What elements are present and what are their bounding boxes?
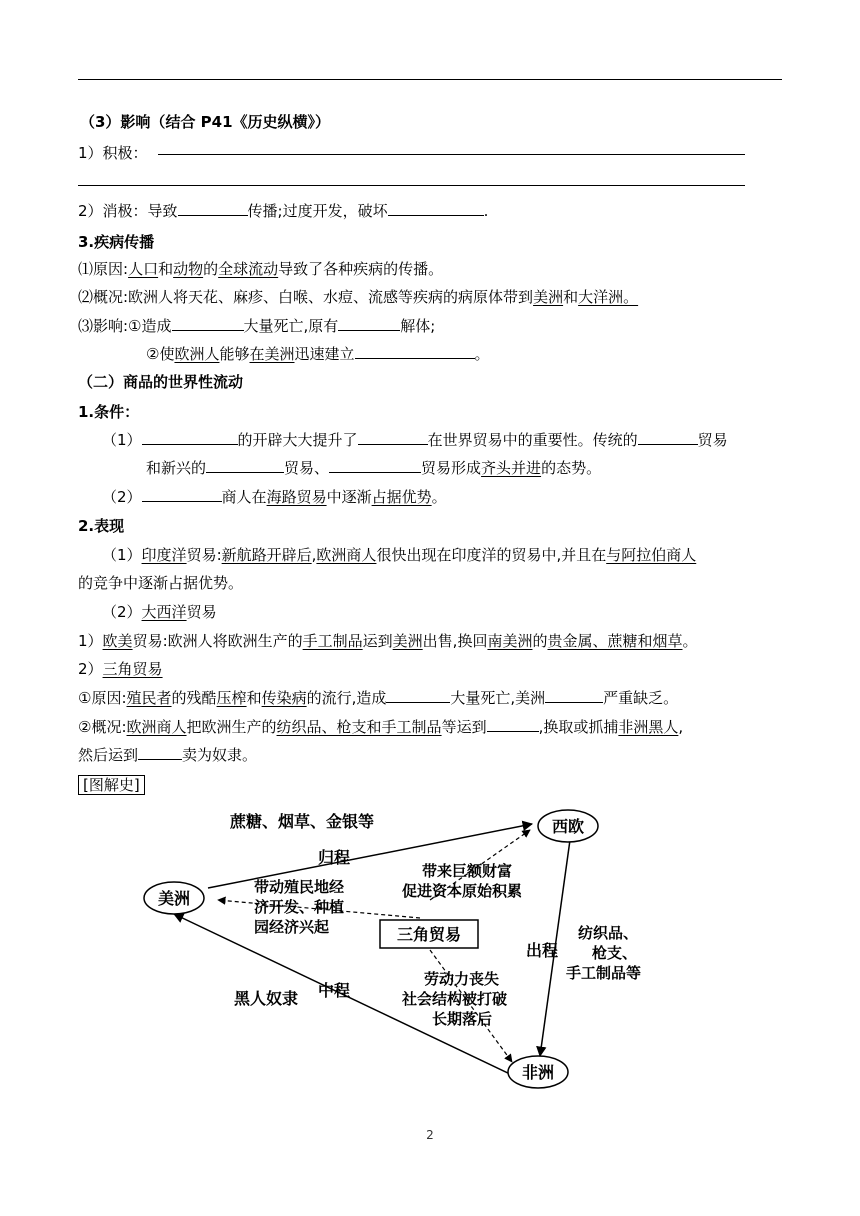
middle-label: 中程 [318,981,351,1000]
diagram-heading: [图解史] [78,775,145,795]
node-africa-label: 非洲 [521,1063,555,1082]
fill-blank [206,458,284,473]
slaves-label: 黑人奴隶 [234,989,299,1008]
fill-blank [138,745,182,760]
americas-effect-3: 园经济兴起 [254,918,330,936]
center-box-label: 三角贸易 [396,925,462,944]
disease-cause: ⑴原因:人口和动物的全球流动导致了各种疾病的传播。 [78,260,444,278]
page-number: 2 [426,1128,434,1142]
node-americas-label: 美洲 [157,889,191,908]
disease-overview: ⑵概况:欧洲人将天花、麻疹、白喉、水痘、流感等疾病的病原体带到美洲和大洋洲。 [78,288,639,306]
triangle-trade-title: 2）三角贸易 [78,660,163,678]
fill-blank [338,316,400,331]
positive-impact-label: 1）积极： [78,144,148,162]
atlantic-trade-title: （2）大西洋贸易 [102,603,217,621]
indian-ocean-line-2: 的竞争中逐渐占据优势。 [78,574,244,592]
condition-title: 1.条件： [78,403,140,421]
europe-effect-1: 带来巨额财富 [422,862,513,880]
fill-blank [545,688,603,703]
fill-blank [358,430,428,445]
header-rule [78,79,782,80]
africa-effect-1: 劳动力丧失 [424,970,500,988]
europe-effect-2: 促进资本原始积累 [402,882,523,900]
outbound-goods-1: 纺织品、 [578,924,639,942]
americas-effect-2: 济开发、种植 [254,898,345,916]
africa-effect-3: 长期落后 [432,1010,493,1028]
disease-impact-2: ②使欧洲人能够在美洲迅速建立 。 [146,345,490,363]
top-goods-label: 蔗糖、烟草、金银等 [230,812,375,831]
negative-impact-line: 2）消极：导致 传播;过度开发，破坏 . [78,202,489,220]
condition-1-line-2: 和新兴的 贸易、 贸易形成齐头并进的态势。 [146,459,602,477]
fill-blank [178,201,248,216]
fill-blank [487,717,539,732]
section-title-impact: （3）影响（结合 P41《历史纵横》） [80,113,331,131]
fill-blank [355,344,475,359]
triangle-trade-cause: ①原因:殖民者的残酷压榨和传染病的流行,造成 大量死亡,美洲 严重缺乏。 [78,689,679,707]
disease-impact-1: ⑶影响:①造成 大量死亡,原有 解体; [78,317,436,335]
triangle-trade-overview-1: ②概况:欧洲商人把欧洲生产的纺织品、枪支和手工制品等运到 ,换取或抓捕非洲黑人, [78,718,684,736]
blank-line [158,154,745,155]
euro-america-trade: 1）欧美贸易:欧洲人将欧洲生产的手工制品运到美洲出售,换回南美洲的贵金属、蔗糖和烟草。 [78,632,698,650]
fill-blank [638,430,698,445]
africa-effect-2: 社会结构被打破 [402,990,508,1008]
indian-ocean-line-1: （1）印度洋贸易:新航路开辟后,欧洲商人很快出现在印度洋的贸易中,并且在与阿拉伯商人 [102,546,697,564]
goods-title: （二）商品的世界性流动 [78,373,244,391]
condition-2: （2） 商人在海路贸易中逐渐占据优势。 [102,488,447,506]
outbound-goods-2: 枪支、 [592,944,638,962]
fill-blank [388,201,484,216]
performance-title: 2.表现 [78,517,125,535]
fill-blank [142,430,238,445]
condition-1-line-1: （1） 的开辟大大提升了 在世界贸易中的重要性。传统的 贸易 [102,431,728,449]
outbound-goods-3: 手工制品等 [566,964,642,982]
triangle-trade-overview-2: 然后运到 卖为奴隶。 [78,746,258,764]
americas-effect-1: 带动殖民地经 [254,878,345,896]
fill-blank [329,458,421,473]
blank-line [78,185,745,186]
return-label: 归程 [318,848,351,867]
triangle-trade-diagram [130,800,690,1100]
outbound-label: 出程 [526,941,559,960]
fill-blank [386,688,450,703]
disease-title: 3.疾病传播 [78,233,155,251]
fill-blank [142,487,222,502]
fill-blank [172,316,244,331]
node-west-europe-label: 西欧 [551,817,585,836]
